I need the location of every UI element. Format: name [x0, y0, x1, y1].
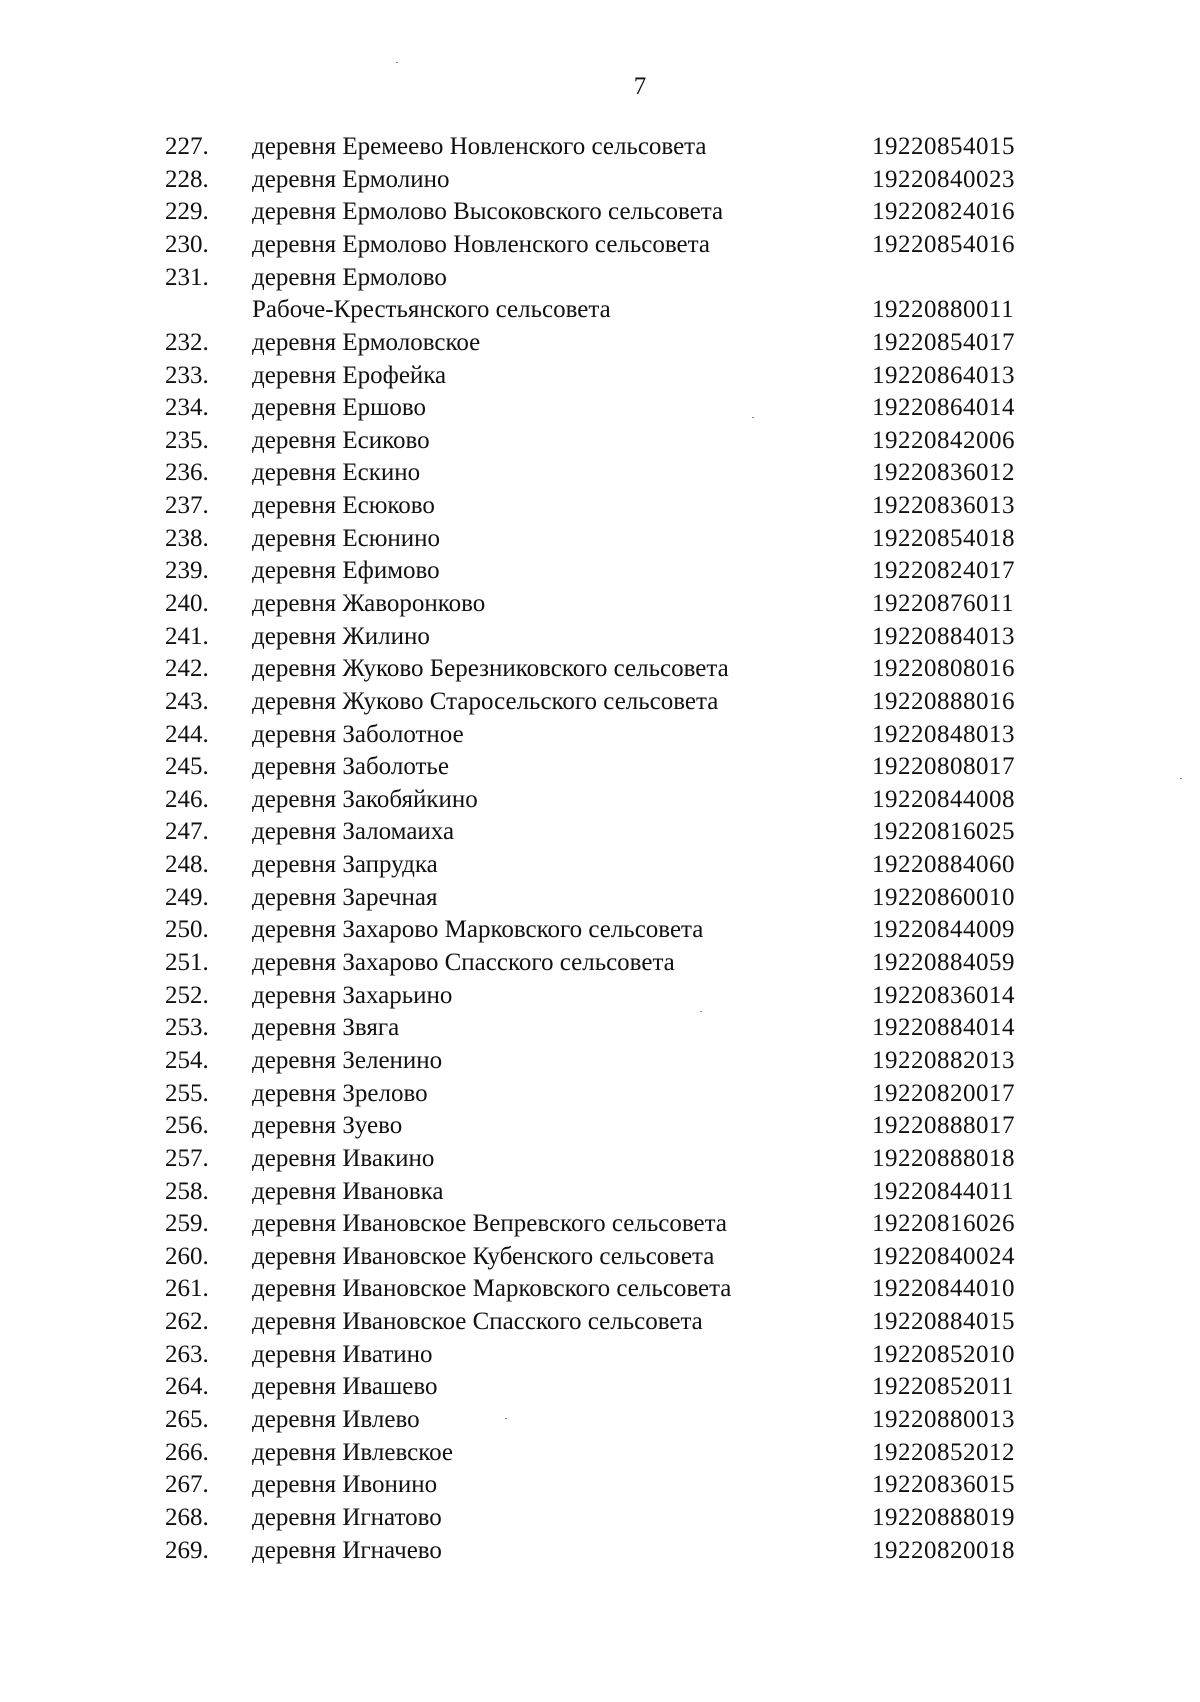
- entry-number: 234.: [165, 394, 209, 422]
- entry-name-line: деревня Захарьино: [252, 981, 453, 1009]
- list-item: [0, 1502, 1200, 1535]
- entry-code: 19220888017: [872, 1112, 1015, 1140]
- entry-name-line: деревня Запрудка: [252, 851, 438, 879]
- entry-number: 269.: [165, 1536, 209, 1564]
- entry-code: 19220852012: [872, 1438, 1015, 1466]
- entry-name-line: деревня Заречная: [252, 883, 438, 911]
- list-item: [0, 1437, 1200, 1470]
- list-item: [0, 555, 1200, 588]
- entry-name: [252, 947, 675, 980]
- entry-name-line: деревня Ивановское Вепревского сельсовета: [252, 1210, 727, 1238]
- list-item: [0, 490, 1200, 523]
- entry-number: 231.: [165, 263, 209, 291]
- entry-number: 255.: [165, 1079, 209, 1107]
- list-item: [0, 1012, 1200, 1045]
- list-item: [0, 196, 1200, 229]
- entry-code: 19220844010: [872, 1275, 1015, 1303]
- list-item: [0, 523, 1200, 556]
- entry-name-line: деревня Жуково Старосельского сельсовета: [252, 687, 719, 715]
- entry-code: 19220884060: [872, 851, 1015, 879]
- entry-name: [252, 1241, 714, 1274]
- entry-name: [252, 229, 710, 262]
- entry-number: 230.: [165, 230, 209, 258]
- entry-number: 242.: [165, 655, 209, 683]
- entry-code: 19220844008: [872, 785, 1015, 813]
- entry-name: [252, 490, 435, 523]
- entry-code: 19220824016: [872, 198, 1015, 226]
- entry-name-line: деревня Заболотное: [252, 720, 464, 748]
- entry-number: 243.: [165, 687, 209, 715]
- entry-name-line: деревня Ершово: [252, 394, 426, 422]
- list-item: [0, 1208, 1200, 1241]
- entry-name: [252, 1404, 420, 1437]
- entry-code: 19220808017: [872, 753, 1015, 781]
- entry-name: [252, 523, 440, 556]
- entry-number: 240.: [165, 589, 209, 617]
- entry-number: 250.: [165, 916, 209, 944]
- entry-number: 227.: [165, 133, 209, 160]
- list-item: [0, 1143, 1200, 1176]
- entry-code: 19220824017: [872, 557, 1015, 585]
- entry-number: 228.: [165, 165, 209, 193]
- entry-name: [252, 1469, 437, 1502]
- entry-name: [252, 360, 446, 393]
- entry-name: [252, 1078, 428, 1111]
- entry-name-line: деревня Есюково: [252, 492, 435, 520]
- page-number: 7: [633, 73, 647, 100]
- entry-name-line: деревня Еремеево Новленского сельсовета: [252, 133, 707, 160]
- entry-name: [252, 1371, 437, 1404]
- entry-code: 19220836012: [872, 459, 1015, 487]
- list-item: [0, 588, 1200, 621]
- entry-name-line: деревня Зуево: [252, 1112, 403, 1140]
- entry-name-line: деревня Ермоловское: [252, 328, 481, 356]
- list-item: [0, 980, 1200, 1013]
- list-item: [0, 1078, 1200, 1111]
- entry-number: 238.: [165, 524, 209, 552]
- list-item: [0, 816, 1200, 849]
- entry-code: 19220820017: [872, 1079, 1015, 1107]
- entry-name: [252, 588, 485, 621]
- entry-number: 229.: [165, 198, 209, 226]
- entry-code: 19220844011: [872, 1177, 1015, 1205]
- entry-number: 252.: [165, 981, 209, 1009]
- list-item: [0, 686, 1200, 719]
- entry-code: 19220844009: [872, 916, 1015, 944]
- scan-speck: [396, 62, 398, 63]
- entry-name-line: деревня Зеленино: [252, 1046, 443, 1074]
- list-item: [0, 262, 1200, 327]
- entry-name-line: деревня Ермолино: [252, 165, 450, 193]
- entry-code: 19220860010: [872, 883, 1015, 911]
- entry-name-line: деревня Ивонино: [252, 1471, 438, 1499]
- entry-code: 19220888016: [872, 687, 1015, 715]
- entry-number: 256.: [165, 1112, 209, 1140]
- entry-name-line: деревня Захарово Спасского сельсовета: [252, 949, 675, 977]
- list-item: [0, 1045, 1200, 1078]
- entry-code: 19220836015: [872, 1471, 1015, 1499]
- entry-number: 249.: [165, 883, 209, 911]
- entry-name: [252, 1535, 442, 1568]
- entry-number: 246.: [165, 785, 209, 813]
- list-item: [0, 1306, 1200, 1339]
- entry-number: 244.: [165, 720, 209, 748]
- entry-name: [252, 1502, 442, 1535]
- entry-code: 19220836014: [872, 981, 1015, 1009]
- entry-name: [252, 1143, 434, 1176]
- entry-name-line: деревня Ивановское Спасского сельсовета: [252, 1308, 703, 1336]
- entry-code: 19220842006: [872, 426, 1015, 454]
- entry-name: [252, 719, 464, 752]
- list-item: [0, 1339, 1200, 1372]
- list-item: [0, 784, 1200, 817]
- entry-name-line: деревня Иватино: [252, 1340, 433, 1368]
- entry-number: 254.: [165, 1046, 209, 1074]
- entry-code: 19220808016: [872, 655, 1015, 683]
- entry-number: 245.: [165, 753, 209, 781]
- entry-name: [252, 131, 707, 164]
- entry-number: 267.: [165, 1471, 209, 1499]
- entry-name: [252, 327, 480, 360]
- entry-number: 241.: [165, 622, 209, 650]
- entry-number: 263.: [165, 1340, 209, 1368]
- entry-code: 19220848013: [872, 720, 1015, 748]
- entry-number: 264.: [165, 1373, 209, 1401]
- entry-name-line: деревня Ермолово: [252, 263, 447, 291]
- entry-number: 262.: [165, 1308, 209, 1336]
- entry-code: 19220854018: [872, 524, 1015, 552]
- entry-name-line: деревня Жаворонково: [252, 589, 486, 617]
- entry-name: [252, 262, 611, 327]
- list-item: [0, 1371, 1200, 1404]
- entry-number: 260.: [165, 1242, 209, 1270]
- entry-name-line: деревня Игначево: [252, 1536, 442, 1564]
- list-item: [0, 621, 1200, 654]
- entry-name-line: деревня Захарово Марковского сельсовета: [252, 916, 704, 944]
- list-item: [0, 327, 1200, 360]
- entry-name: [252, 425, 430, 458]
- entry-code: 19220816026: [872, 1210, 1015, 1238]
- entry-code: 19220864014: [872, 394, 1015, 422]
- entry-number: 268.: [165, 1503, 209, 1531]
- entry-name: [252, 555, 440, 588]
- entry-name-line: Рабоче-Крестьянского сельсовета: [252, 296, 611, 324]
- entry-name: [252, 882, 438, 915]
- list-item: [0, 1404, 1200, 1437]
- entry-code: 19220888018: [872, 1144, 1015, 1172]
- entry-name-line: деревня Ермолово Высоковского сельсовета: [252, 198, 724, 226]
- entry-name: [252, 196, 723, 229]
- entry-number: 266.: [165, 1438, 209, 1466]
- entry-name: [252, 1012, 399, 1045]
- entry-code: 19220816025: [872, 818, 1015, 846]
- entry-name-line: деревня Ерофейка: [252, 361, 447, 389]
- entry-name: [252, 1045, 442, 1078]
- entry-name: [252, 1176, 444, 1209]
- entry-name-line: деревня Ивановское Марковского сельсовета: [252, 1275, 732, 1303]
- entry-number: 235.: [165, 426, 209, 454]
- entry-name: [252, 621, 430, 654]
- entry-name-line: деревня Ивановка: [252, 1177, 444, 1205]
- entry-code: 19220880011: [872, 296, 1015, 324]
- entry-number: 247.: [165, 818, 209, 846]
- list-item: [0, 457, 1200, 490]
- entry-name-line: деревня Игнатово: [252, 1503, 442, 1531]
- entry-name-line: деревня Жилино: [252, 622, 430, 650]
- list-item: [0, 947, 1200, 980]
- list-item: [0, 849, 1200, 882]
- list-item: [0, 1273, 1200, 1306]
- entry-name: [252, 392, 426, 425]
- entry-name-line: деревня Ермолово Новленского сельсовета: [252, 230, 710, 258]
- entry-code: 19220876011: [872, 589, 1015, 617]
- entry-code: 19220852010: [872, 1340, 1015, 1368]
- list-item: [0, 1241, 1200, 1274]
- list-item: [0, 914, 1200, 947]
- entry-name-line: деревня Звяга: [252, 1014, 400, 1042]
- entry-name: [252, 1273, 731, 1306]
- list-item: [0, 131, 1200, 164]
- entry-name: [252, 457, 420, 490]
- entry-name-line: деревня Заломаиха: [252, 818, 455, 846]
- entry-number: 233.: [165, 361, 209, 389]
- entry-number: 251.: [165, 949, 209, 977]
- entry-code: 19220884059: [872, 949, 1015, 977]
- entry-number: 237.: [165, 492, 209, 520]
- list-item: [0, 392, 1200, 425]
- entry-code: 19220836013: [872, 492, 1015, 520]
- entry-name-line: деревня Есиково: [252, 426, 430, 454]
- entry-name-line: деревня Ивлевское: [252, 1438, 453, 1466]
- entry-name-line: деревня Зрелово: [252, 1079, 428, 1107]
- entry-name-line: деревня Ивашево: [252, 1373, 438, 1401]
- entry-name: [252, 164, 449, 197]
- entry-code: 19220884015: [872, 1308, 1015, 1336]
- entry-number: 265.: [165, 1406, 209, 1433]
- list-item: [0, 751, 1200, 784]
- entry-name: [252, 784, 478, 817]
- list-item: [0, 1469, 1200, 1502]
- entry-name: [252, 849, 438, 882]
- list-item: [0, 1176, 1200, 1209]
- entry-code: 19220882013: [872, 1046, 1015, 1074]
- entry-code: 19220840023: [872, 165, 1015, 193]
- list-item: [0, 425, 1200, 458]
- entry-name: [252, 1437, 453, 1470]
- entry-code: 19220820018: [872, 1536, 1015, 1564]
- list-item: [0, 1110, 1200, 1143]
- entry-name: [252, 816, 454, 849]
- list-item: [0, 882, 1200, 915]
- entry-name: [252, 1306, 703, 1339]
- entry-number: 236.: [165, 459, 209, 487]
- list-item: [0, 229, 1200, 262]
- list-item: [0, 360, 1200, 393]
- settlement-list: [0, 131, 1200, 1567]
- entry-name: [252, 751, 449, 784]
- list-item: [0, 653, 1200, 686]
- entry-code: 19220854015: [872, 133, 1015, 160]
- entry-number: 232.: [165, 328, 209, 356]
- entry-number: 239.: [165, 557, 209, 585]
- entry-name-line: деревня Ефимово: [252, 557, 440, 585]
- entry-code: 19220854017: [872, 328, 1015, 356]
- entry-code: 19220888019: [872, 1503, 1015, 1531]
- entry-name-line: деревня Ивлево: [252, 1406, 420, 1433]
- entry-name: [252, 653, 729, 686]
- list-item: [0, 1535, 1200, 1568]
- entry-code: 19220880013: [872, 1406, 1015, 1433]
- entry-number: 253.: [165, 1014, 209, 1042]
- entry-name-line: деревня Ескино: [252, 459, 421, 487]
- entry-code: 19220884014: [872, 1014, 1015, 1042]
- entry-number: 258.: [165, 1177, 209, 1205]
- entry-number: 257.: [165, 1144, 209, 1172]
- entry-code: 19220864013: [872, 361, 1015, 389]
- entry-name: [252, 1339, 433, 1372]
- entry-name-line: деревня Есюнино: [252, 524, 441, 552]
- list-item: [0, 719, 1200, 752]
- entry-name: [252, 1208, 727, 1241]
- entry-name: [252, 686, 718, 719]
- entry-code: 19220852011: [872, 1373, 1015, 1401]
- entry-number: 259.: [165, 1210, 209, 1238]
- entry-code: 19220884013: [872, 622, 1015, 650]
- entry-name-line: деревня Жуково Березниковского сельсовета: [252, 655, 729, 683]
- entry-code: 19220840024: [872, 1242, 1015, 1270]
- entry-name-line: деревня Ивакино: [252, 1144, 435, 1172]
- entry-name: [252, 1110, 402, 1143]
- entry-code: 19220854016: [872, 230, 1015, 258]
- list-item: [0, 164, 1200, 197]
- entry-number: 261.: [165, 1275, 209, 1303]
- entry-number: 248.: [165, 851, 209, 879]
- entry-name: [252, 980, 452, 1013]
- entry-name: [252, 914, 703, 947]
- entry-name-line: деревня Заболотье: [252, 753, 449, 781]
- entry-name-line: деревня Ивановское Кубенского сельсовета: [252, 1242, 715, 1270]
- entry-name-line: деревня Закобяйкино: [252, 785, 478, 813]
